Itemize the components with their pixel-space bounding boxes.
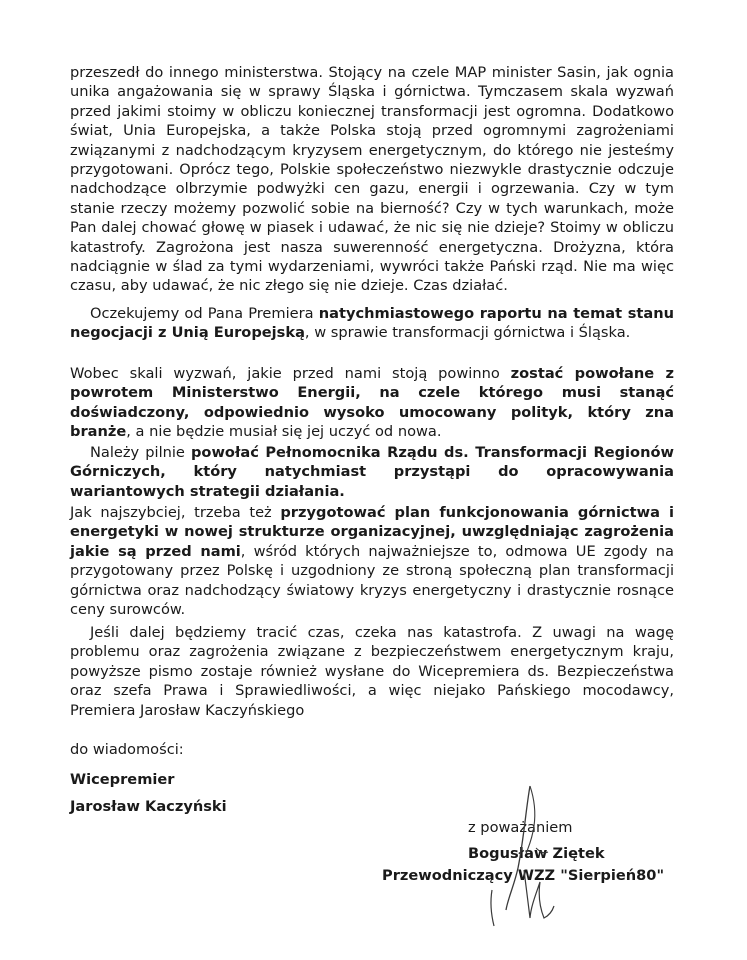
cc-heading: do wiadomości: (70, 741, 184, 758)
cc-recipient-title: Wicepremier (70, 771, 175, 788)
paragraph-1: przeszedł do innego ministerstwa. Stojący na czele MAP minister Sasin, jak ognia unika angażowania się w sprawy Śląska i górnictwa. Tymczasem skala wyzwań przed jakimi stoimy w obliczu koniecznej transformacji jest ogromna. Dodatkowo świat, Unia Europejska, a także Polska stoją przed ogromnymi zagrożeniami związanymi z nadchodzącym kryzysem energetycznym, do którego nie jesteśmy przygotowani. Oprócz tego, Polskie społeczeństwo niezwykle drastycznie odczuje nadchodzące olbrzymie podwyżki cen gazu, energii i ogrzewania. Czy w tym stanie rzeczy możemy pozwolić sobie na bierność? Czy w tych warunkach, może Pan dalej chować głowę w piasek i udawać, że nic się nie dzieje? Stoimy w obliczu katastrofy. Zagrożona jest nasza suwerenność energetyczna. Drożyzna, która nadciągnie w ślad za tymi wydarzeniami, wywróci także Pański rząd. Nie ma więc czasu, aby udawać, że nic złego się nie dzieje. Czas działać. (70, 64, 674, 295)
paragraph-3-text-c: , a nie będzie musiał się jej uczyć od nowa. (126, 423, 442, 441)
closing-regards: z poważaniem (468, 819, 573, 836)
handwritten-signature (478, 778, 568, 928)
paragraph-2-bold: natychmiastowego raportu na temat stanu negocjacji z Unią Europejską (70, 305, 674, 342)
paragraph-6: Jeśli dalej będziemy tracić czas, czeka nas katastrofa. Z uwagi na wagę problemu oraz zagrożenia związane z bezpieczeństwem energetycznym kraju, powyższe pismo zostaje również wysłane do Wicepremiera ds. Bezpieczeństwa oraz szefa Prawa i Sprawiedliwości, a więc niejako Pańskiego mocodawcy, Premiera Jarosław Kaczyńskiego (70, 624, 674, 719)
paragraph-4 (70, 443, 674, 501)
paragraph-4-text-a: Należy pilnie (90, 444, 191, 461)
paragraph-2-text-a: Oczekujemy od Pana Premiera (90, 305, 319, 322)
paragraph-5-bold: przygotować plan funkcjonowania górnictwa i energetyki w nowej strukturze organizacyjnej, uwzględniając zagrożenia jakie są przed nami (70, 504, 675, 560)
paragraph-2 (70, 304, 674, 343)
cc-recipient-name: Jarosław Kaczyński (70, 798, 227, 815)
signatory-position: Przewodniczący WZZ "Sierpień80" (382, 867, 665, 884)
paragraph-5 (70, 503, 674, 619)
paragraph-4-bold: powołać Pełnomocnika Rządu ds. Transformacji Regionów Górniczych, który natychmiast przystąpi do opracowywania wariantowych strategii działania. (70, 444, 674, 500)
paragraph-5-text-c: , wśród których najważniejsze to, odmowa UE zgody na przygotowany przez Polskę i uzgodniony ze stroną społeczną plan transformacji górnictwa oraz nadchodzący światowy kryzys energetyczny i drastycznie rosnące ceny surowców. (70, 542, 674, 619)
paragraph-3 (70, 364, 674, 442)
paragraph-3-text-a: Wobec skali wyzwań, jakie przed nami stoją powinno (70, 365, 511, 382)
paragraph-2-text-c: , w sprawie transformacji górnictwa i Śląska. (304, 324, 631, 342)
paragraph-5-text-a: Jak najszybciej, trzeba też (70, 504, 281, 521)
paragraph-3-bold: zostać powołane z powrotem Ministerstwo Energii, na czele którego musi stanąć doświadczony, odpowiednio wysoko umocowany polityk, który zna branże (70, 365, 674, 441)
signatory-name: Bogusław Ziętek (468, 845, 605, 862)
